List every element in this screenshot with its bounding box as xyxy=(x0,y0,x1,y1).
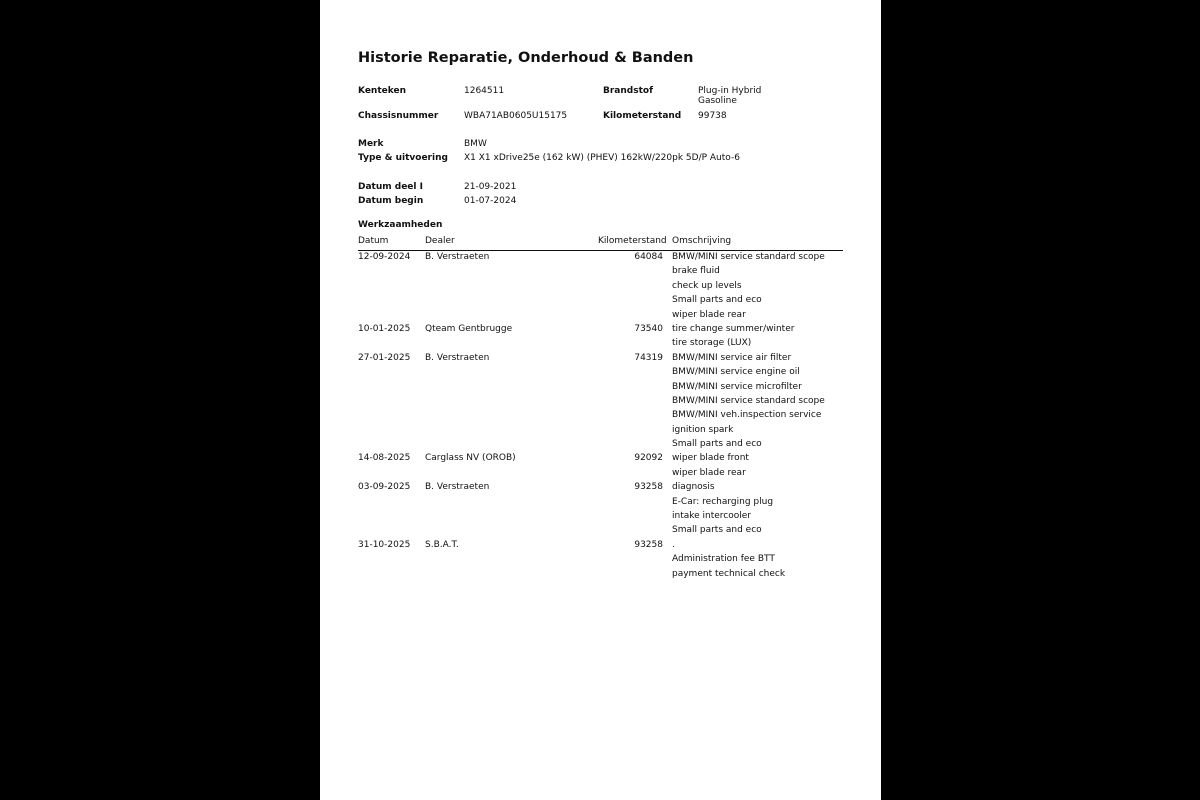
kilometerstand-value: 99738 xyxy=(698,111,727,121)
document-title: Historie Reparatie, Onderhoud & Banden xyxy=(358,50,694,66)
kilometerstand-label: Kilometerstand xyxy=(603,111,682,121)
type-value: X1 X1 xDrive25e (162 kW) (PHEV) 162kW/220pk 5D/P Auto-6 xyxy=(464,153,740,163)
description-line: BMW/MINI service standard scope xyxy=(672,252,825,262)
merk-label: Merk xyxy=(358,139,384,149)
table-row xyxy=(358,480,843,538)
row-kilometerstand: 92092 xyxy=(634,453,663,464)
header-dealer: Dealer xyxy=(425,236,455,246)
description-line: E-Car: recharging plug xyxy=(672,496,774,507)
work-table-header xyxy=(358,236,843,251)
row-description xyxy=(672,250,843,322)
row-kilometerstand: 93258 xyxy=(634,539,663,550)
description-line: payment technical check xyxy=(672,568,786,579)
description-line: BMW/MINI service air filter xyxy=(672,352,792,363)
row-date: 12-09-2024 xyxy=(358,252,411,262)
description-line: BMW/MINI veh.inspection service xyxy=(672,410,822,421)
table-row xyxy=(358,250,843,322)
description-line: wiper blade rear xyxy=(672,309,746,320)
datum-deel1-label: Datum deel I xyxy=(358,182,423,192)
description-line: wiper blade front xyxy=(672,453,749,464)
description-line: tire storage (LUX) xyxy=(672,338,752,349)
work-table-body xyxy=(358,250,843,581)
chassis-value: WBA71AB0605U15175 xyxy=(464,111,568,121)
description-line: wiper blade rear xyxy=(672,467,746,478)
description-line: diagnosis xyxy=(672,482,715,493)
table-row xyxy=(358,322,843,351)
row-description xyxy=(672,538,843,581)
description-line: check up levels xyxy=(672,280,742,291)
description-line: ignition spark xyxy=(672,424,734,435)
table-row xyxy=(358,451,843,480)
row-date: 14-08-2025 xyxy=(358,453,411,464)
row-description xyxy=(672,322,843,351)
description-line: Administration fee BTT xyxy=(672,554,775,565)
row-description xyxy=(672,351,843,452)
row-dealer: B. Verstraeten xyxy=(425,352,490,363)
document-page xyxy=(320,0,881,800)
description-line: intake intercooler xyxy=(672,511,752,522)
row-dealer: Qteam Gentbrugge xyxy=(425,323,513,334)
header-omschrijving: Omschrijving xyxy=(672,236,732,246)
row-dealer: S.B.A.T. xyxy=(425,539,459,550)
row-kilometerstand: 74319 xyxy=(634,352,663,363)
row-kilometerstand: 73540 xyxy=(634,323,663,334)
description-line: Small parts and eco xyxy=(672,525,762,536)
header-kilometerstand: Kilometerstand xyxy=(598,236,667,246)
description-line: BMW/MINI service standard scope xyxy=(672,395,825,406)
row-date: 27-01-2025 xyxy=(358,352,411,363)
werkzaamheden-title: Werkzaamheden xyxy=(358,220,443,230)
row-date: 10-01-2025 xyxy=(358,323,411,334)
description-line: brake fluid xyxy=(672,266,720,277)
description-line: BMW/MINI service microfilter xyxy=(672,381,802,392)
description-line: Small parts and eco xyxy=(672,439,762,450)
kenteken-label: Kenteken xyxy=(358,86,406,96)
datum-begin-label: Datum begin xyxy=(358,196,424,206)
description-line: Small parts and eco xyxy=(672,295,762,306)
type-label: Type & uitvoering xyxy=(358,153,448,163)
description-line: . xyxy=(672,539,675,550)
table-row xyxy=(358,538,843,581)
description-line: tire change summer/winter xyxy=(672,323,795,334)
table-row xyxy=(358,351,843,452)
brandstof-label: Brandstof xyxy=(603,86,653,96)
row-dealer: B. Verstraeten xyxy=(425,482,490,493)
row-date: 31-10-2025 xyxy=(358,539,411,550)
brandstof-value-line2: Gasoline xyxy=(698,96,737,106)
datum-deel1-value: 21-09-2021 xyxy=(464,182,517,192)
datum-begin-value: 01-07-2024 xyxy=(464,196,517,206)
kenteken-value: 1264511 xyxy=(464,86,505,96)
brandstof-value-line1: Plug-in Hybrid xyxy=(698,86,762,96)
row-description xyxy=(672,480,843,538)
merk-value: BMW xyxy=(464,139,487,149)
row-description xyxy=(672,451,843,480)
chassis-label: Chassisnummer xyxy=(358,111,439,121)
row-dealer: B. Verstraeten xyxy=(425,252,490,262)
row-date: 03-09-2025 xyxy=(358,482,411,493)
row-kilometerstand: 93258 xyxy=(634,482,663,493)
description-line: BMW/MINI service engine oil xyxy=(672,367,800,378)
row-kilometerstand: 64084 xyxy=(634,252,663,262)
header-datum: Datum xyxy=(358,236,389,246)
row-dealer: Carglass NV (OROB) xyxy=(425,453,516,464)
